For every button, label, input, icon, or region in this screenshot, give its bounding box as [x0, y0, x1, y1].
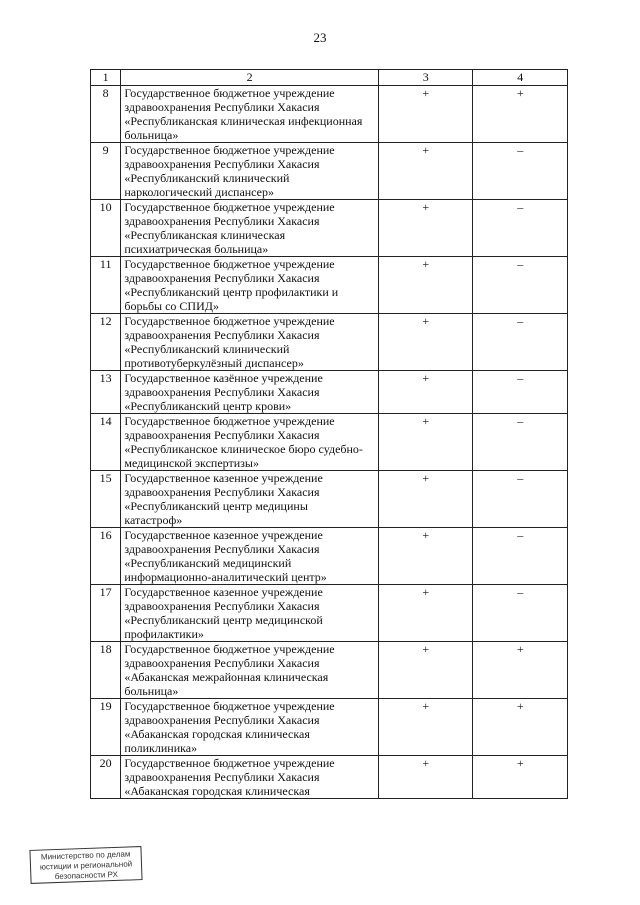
institution-name-line: здравоохранения Республики Хакасия	[124, 656, 320, 670]
institution-name-line: здравоохранения Республики Хакасия	[124, 157, 320, 171]
row-number: 20	[91, 756, 121, 799]
col-4-mark: –	[473, 471, 568, 528]
stamp-line: Министерство по делам	[40, 849, 131, 862]
header-col-4: 4	[473, 70, 568, 86]
institution-name-line: Государственное казенное учреждение	[124, 471, 323, 485]
col-4-mark: –	[473, 143, 568, 200]
stamp-line: юстиции и региональной	[39, 859, 133, 872]
col-4-mark: –	[473, 314, 568, 371]
row-number: 17	[91, 585, 121, 642]
institution-name-line: Государственное бюджетное учреждение	[124, 756, 335, 770]
col-4-mark: –	[473, 585, 568, 642]
institution-name-line: информационно-аналитический центр»	[124, 570, 327, 584]
institution-name-line: «Абаканская межрайонная клиническая	[124, 670, 329, 684]
institution-name-line: противотуберкулёзный диспансер»	[124, 356, 304, 370]
institution-name-line: здравоохранения Республики Хакасия	[124, 385, 320, 399]
col-3-mark: +	[378, 585, 473, 642]
institution-name	[121, 642, 379, 699]
institution-name-line: профилактики»	[124, 627, 204, 641]
table-row	[91, 471, 568, 528]
institution-name-line: Государственное казённое учреждение	[124, 371, 323, 385]
row-number: 18	[91, 642, 121, 699]
institution-name-line: Государственное бюджетное учреждение	[124, 414, 335, 428]
institution-name	[121, 200, 379, 257]
institution-name-line: Государственное бюджетное учреждение	[124, 699, 335, 713]
institution-name-line: здравоохранения Республики Хакасия	[124, 770, 320, 784]
table-row	[91, 314, 568, 371]
institution-name-line: психиатрическая больница»	[124, 242, 269, 256]
institution-name-line: здравоохранения Республики Хакасия	[124, 485, 320, 499]
institution-name-line: здравоохранения Республики Хакасия	[124, 100, 320, 114]
table-row	[91, 414, 568, 471]
institution-name-line: Государственное казенное учреждение	[124, 585, 323, 599]
institution-name-line: борьбы со СПИД»	[124, 299, 219, 313]
institution-name-line: Государственное бюджетное учреждение	[124, 143, 335, 157]
institution-name-line: Государственное бюджетное учреждение	[124, 200, 335, 214]
col-3-mark: +	[378, 371, 473, 414]
institution-name	[121, 143, 379, 200]
table-row	[91, 86, 568, 143]
institution-name-line: наркологический диспансер»	[124, 185, 274, 199]
col-3-mark: +	[378, 414, 473, 471]
institution-name-line: здравоохранения Республики Хакасия	[124, 713, 320, 727]
institution-name	[121, 585, 379, 642]
institution-name-line: здравоохранения Республики Хакасия	[124, 599, 320, 613]
table-row	[91, 143, 568, 200]
table-body	[91, 86, 568, 799]
institution-name-line: «Республиканский центр медицины	[124, 499, 308, 513]
header-col-1: 1	[91, 70, 121, 86]
row-number: 9	[91, 143, 121, 200]
institution-name-line: «Абаканская городская клиническая	[124, 727, 310, 741]
institution-name-line: Государственное бюджетное учреждение	[124, 642, 335, 656]
header-col-2: 2	[121, 70, 379, 86]
institution-name-line: медицинской экспертизы»	[124, 456, 259, 470]
institution-name	[121, 371, 379, 414]
institution-name-line: здравоохранения Республики Хакасия	[124, 328, 320, 342]
institution-name-line: «Республиканский центр крови»	[124, 399, 292, 413]
institution-name-line: «Республиканский клинический	[124, 171, 290, 185]
table-row	[91, 257, 568, 314]
institution-name	[121, 699, 379, 756]
table-row	[91, 756, 568, 799]
institution-name-line: Государственное бюджетное учреждение	[124, 314, 335, 328]
institution-name-line: «Республиканская клиническая инфекционная	[124, 114, 363, 128]
col-4-mark: –	[473, 414, 568, 471]
institution-name-line: поликлиника»	[124, 741, 198, 755]
col-3-mark: +	[378, 200, 473, 257]
institution-name	[121, 86, 379, 143]
col-3-mark: +	[378, 642, 473, 699]
col-3-mark: +	[378, 257, 473, 314]
institutions-table	[90, 69, 568, 799]
col-3-mark: +	[378, 699, 473, 756]
row-number: 16	[91, 528, 121, 585]
table-row	[91, 371, 568, 414]
col-4-mark: –	[473, 371, 568, 414]
table-header	[91, 70, 568, 86]
institution-name-line: здравоохранения Республики Хакасия	[124, 428, 320, 442]
institution-name-line: «Республиканская клиническая	[124, 228, 286, 242]
table-row	[91, 642, 568, 699]
institution-name-line: катастроф»	[124, 513, 183, 527]
col-4-mark: –	[473, 528, 568, 585]
col-3-mark: +	[378, 86, 473, 143]
page-number: 23	[313, 30, 327, 45]
col-3-mark: +	[378, 471, 473, 528]
col-4-mark: +	[473, 699, 568, 756]
institution-name	[121, 414, 379, 471]
institution-name-line: «Республиканский медицинский	[124, 556, 292, 570]
registration-stamp	[29, 846, 142, 884]
row-number: 10	[91, 200, 121, 257]
row-number: 19	[91, 699, 121, 756]
stamp-line: безопасности РХ	[54, 869, 119, 882]
institution-name-line: здравоохранения Республики Хакасия	[124, 271, 320, 285]
col-3-mark: +	[378, 756, 473, 799]
table-row	[91, 699, 568, 756]
row-number: 15	[91, 471, 121, 528]
institution-name-line: «Республиканский центр профилактики и	[124, 285, 339, 299]
institution-name	[121, 471, 379, 528]
institution-name-line: Государственное бюджетное учреждение	[124, 86, 335, 100]
institution-name	[121, 314, 379, 371]
col-4-mark: +	[473, 86, 568, 143]
col-3-mark: +	[378, 314, 473, 371]
institution-name-line: «Республиканский центр медицинской	[124, 613, 323, 627]
table-row	[91, 200, 568, 257]
col-4-mark: –	[473, 200, 568, 257]
institution-name-line: больница»	[124, 128, 179, 142]
row-number: 13	[91, 371, 121, 414]
institution-name-line: больница»	[124, 684, 179, 698]
col-4-mark: –	[473, 257, 568, 314]
col-4-mark: +	[473, 642, 568, 699]
row-number: 11	[91, 257, 121, 314]
col-4-mark: +	[473, 756, 568, 799]
col-3-mark: +	[378, 528, 473, 585]
row-number: 8	[91, 86, 121, 143]
institution-name	[121, 756, 379, 799]
header-col-3: 3	[378, 70, 473, 86]
institution-name-line: здравоохранения Республики Хакасия	[124, 214, 320, 228]
institution-name	[121, 257, 379, 314]
institution-name-line: «Абаканская городская клиническая	[124, 784, 310, 798]
institution-name-line: «Республиканский клинический	[124, 342, 290, 356]
col-3-mark: +	[378, 143, 473, 200]
row-number: 14	[91, 414, 121, 471]
table-row	[91, 528, 568, 585]
row-number: 12	[91, 314, 121, 371]
institution-name-line: здравоохранения Республики Хакасия	[124, 542, 320, 556]
institution-name	[121, 528, 379, 585]
table-row	[91, 585, 568, 642]
institution-name-line: «Республиканское клиническое бюро судебно-	[124, 442, 363, 456]
institution-name-line: Государственное бюджетное учреждение	[124, 257, 335, 271]
institution-name-line: Государственное казенное учреждение	[124, 528, 323, 542]
